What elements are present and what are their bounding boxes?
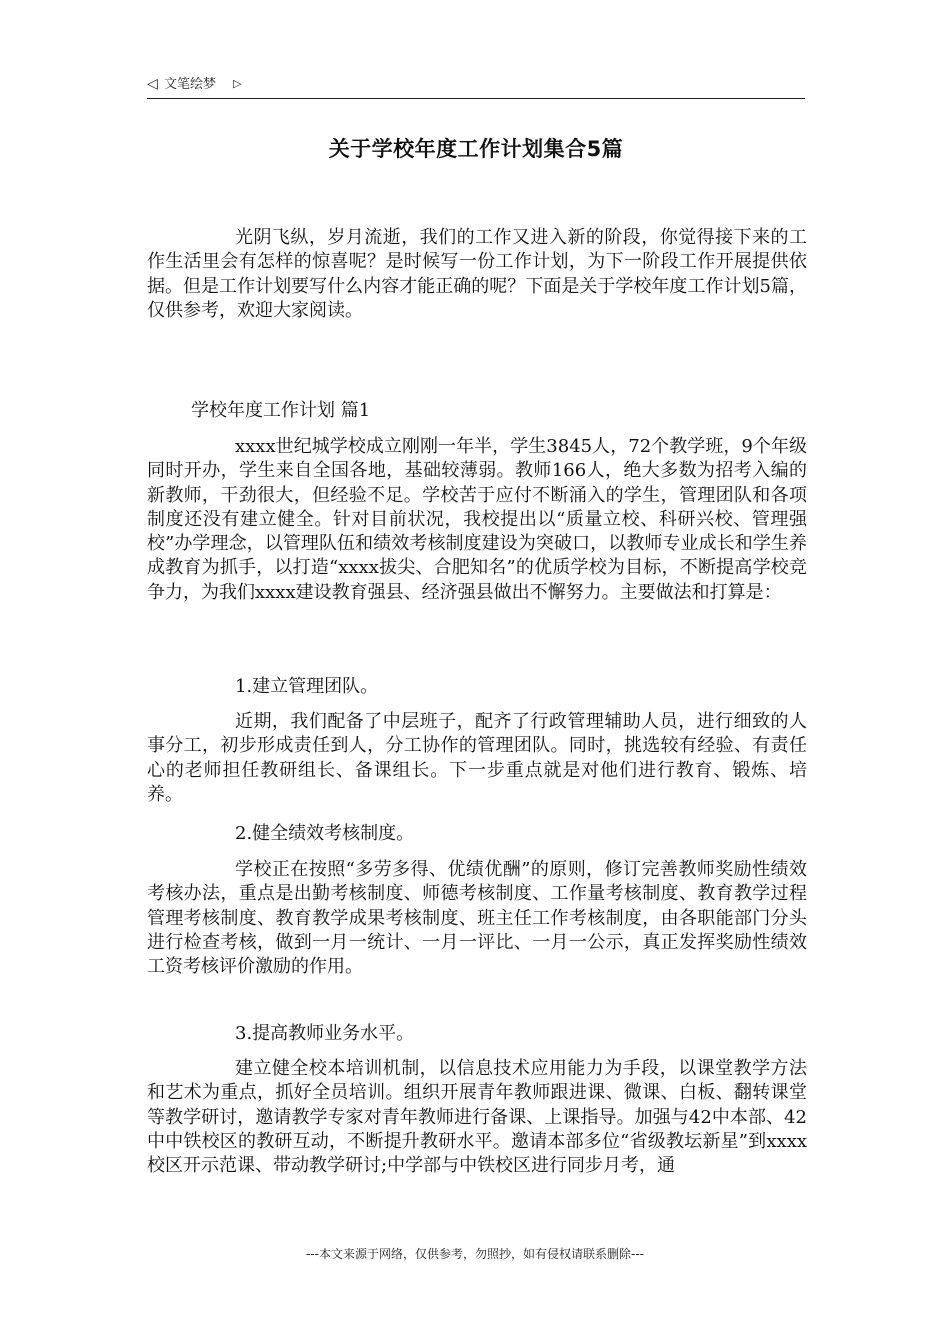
heading-3: 3.提高教师业务水平。	[235, 1023, 415, 1044]
left-triangle-icon: ◁	[147, 76, 158, 92]
section-title: 学校年度工作计划 篇1	[191, 400, 371, 421]
paragraph-3: 学校正在按照“多劳多得、优绩优酬”的原则，修订完善教师奖励性绩效考核办法，重点是出勤考核制度、师德考核制度、工作量考核制度、教育教学过程管理考核制度、教育教学成果考核制度、班主任工作考核制度，由各职能部门分头进行检查考核，做到一月一统计、一月一评比、一月一公示，真正发挥奖励性绩效工资考核评价激励的作用。	[147, 859, 807, 978]
paragraph-1: xxxx世纪城学校成立刚刚一年半，学生3845人，72个教学班，9个年级同时开办，学生来自全国各地，基础较薄弱。教师166人，绝大多数为招考入编的新教师，干劲很大，但经验不足。学校苦于应付不断涌入的学生，管理团队和各项制度还没有建立健全。针对目前状况，我校提出以“质量立校、科研兴校、管理强校”办学理念，以管理队伍和绩效考核制度建设为突破口，以教师专业成长和学生养成教育为抓手，以打造“xxxx拔尖、合肥知名”的优质学校为目标，不断提高学校竞争力，为我们xxxx建设教育强县、经济强县做出不懈努力。主要做法和打算是：	[147, 436, 807, 603]
page-header	[147, 74, 805, 99]
document-title: 关于学校年度工作计划集合5篇	[328, 137, 624, 161]
right-triangle-icon: ▷	[233, 77, 242, 90]
intro-paragraph: 光阴飞纵，岁月流逝，我们的工作又进入新的阶段，你觉得接下来的工作生活里会有怎样的惊喜呢？是时候写一份工作计划，为下一阶段工作开展提供依据。但是工作计划要写什么内容才能正确的呢？下面是关于学校年度工作计划5篇，仅供参考，欢迎大家阅读。	[147, 227, 807, 321]
header-text: 文笔绘梦	[164, 77, 217, 92]
heading-1: 1.建立管理团队。	[235, 676, 379, 697]
paragraph-2: 近期，我们配备了中层班子，配齐了行政管理辅助人员，进行细致的人事分工，初步形成责任到人，分工协作的管理团队。同时，挑选较有经验、有责任心的老师担任教研组长、备课组长。下一步重点就是对他们进行教育、锻炼、培养。	[147, 711, 807, 805]
page-footer: ---本文来源于网络，仅供参考，勿照抄，如有侵权请联系删除---	[306, 1247, 644, 1261]
paragraph-4: 建立健全校本培训机制，以信息技术应用能力为手段，以课堂教学方法和艺术为重点，抓好全员培训。组织开展青年教师跟进课、微课、白板、翻转课堂等教学研讨，邀请教学专家对青年教师进行备课、上课指导。加强与42中本部、42中中铁校区的教研互动，不断提升教研水平。邀请本部多位“省级教坛新星”到xxxx校区开示范课、带动教学研讨;中学部与中铁校区进行同步月考，通	[147, 1058, 807, 1177]
heading-2: 2.健全绩效考核制度。	[235, 823, 415, 844]
